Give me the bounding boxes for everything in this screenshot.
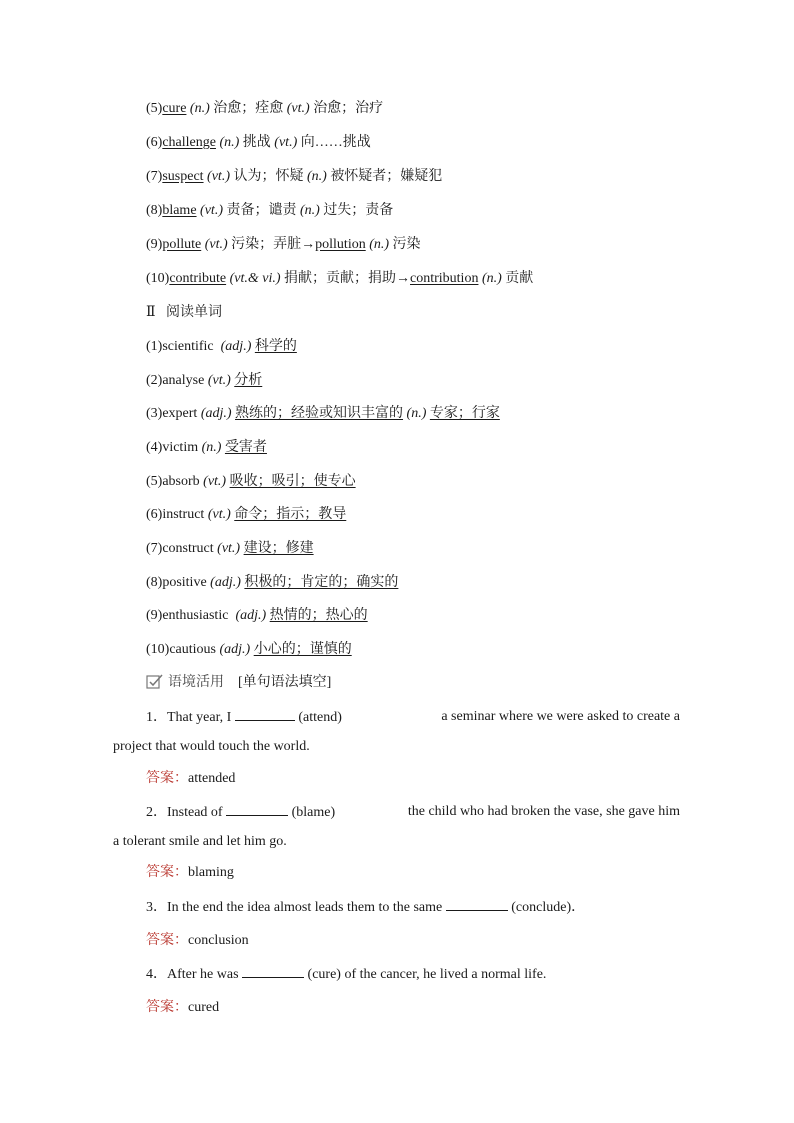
question-1: 1．That year, I (attend) a seminar where we were asked to create a — [146, 709, 680, 725]
vocab-item: (5)cure (n.) 治愈；痊愈 (vt.) 治愈；治疗 — [146, 101, 384, 116]
pencil-check-icon — [146, 673, 164, 689]
vocab-item: (9)enthusiastic (adj.) 热情的；热心的 — [146, 608, 368, 623]
question-1-cont: project that would touch the world. — [113, 739, 310, 754]
question-2-cont: a tolerant smile and let him go. — [113, 834, 287, 849]
answer-line: 答案：blaming — [146, 865, 234, 880]
vocab-item: (1)scientific (adj.) 科学的 — [146, 339, 297, 354]
vocab-item: (2)analyse (vt.) 分析 — [146, 373, 263, 388]
vocab-item: (9)pollute (vt.) 污染；弄脏→pollution (n.) 污染 — [146, 237, 421, 252]
answer-line: 答案：conclusion — [146, 933, 249, 948]
vocab-item: (7)suspect (vt.) 认为；怀疑 (n.) 被怀疑者；嫌疑犯 — [146, 169, 443, 184]
answer-blank — [446, 898, 508, 911]
vocab-item: (4)victim (n.) 受害者 — [146, 440, 267, 455]
question-3: 3．In the end the idea almost leads them to the same (conclude)． — [146, 900, 586, 915]
vocab-item: (6)instruct (vt.) 命令；指示；教导 — [146, 507, 347, 522]
vocab-item: (8)positive (adj.) 积极的；肯定的；确实的 — [146, 575, 399, 590]
answer-blank — [242, 965, 304, 978]
vocab-item: (8)blame (vt.) 责备；谴责 (n.) 过失；责备 — [146, 203, 394, 218]
vocab-item: (10)cautious (adj.) 小心的；谨慎的 — [146, 642, 352, 657]
exercise-header: 语境活用 [单句语法填空] — [146, 673, 331, 692]
vocab-item: (7)construct (vt.) 建设；修建 — [146, 541, 314, 556]
answer-line: 答案：attended — [146, 771, 236, 786]
section-heading: Ⅱ 阅读单词 — [146, 305, 223, 320]
vocab-item: (10)contribute (vt.& vi.) 捐献；贡献；捐助→contribution (n.) 贡献 — [146, 271, 534, 286]
answer-blank — [235, 708, 295, 721]
vocab-item: (5)absorb (vt.) 吸收；吸引；使专心 — [146, 474, 356, 489]
question-4: 4．After he was (cure) of the cancer, he lived a normal life. — [146, 967, 547, 982]
question-2: 2．Instead of (blame) the child who had broken the vase, she gave him — [146, 804, 680, 820]
answer-blank — [226, 803, 288, 816]
vocab-item: (3)expert (adj.) 熟练的；经验或知识丰富的 (n.) 专家；行家 — [146, 406, 500, 421]
answer-line: 答案：cured — [146, 1000, 220, 1015]
vocab-item: (6)challenge (n.) 挑战 (vt.) 向……挑战 — [146, 135, 371, 150]
